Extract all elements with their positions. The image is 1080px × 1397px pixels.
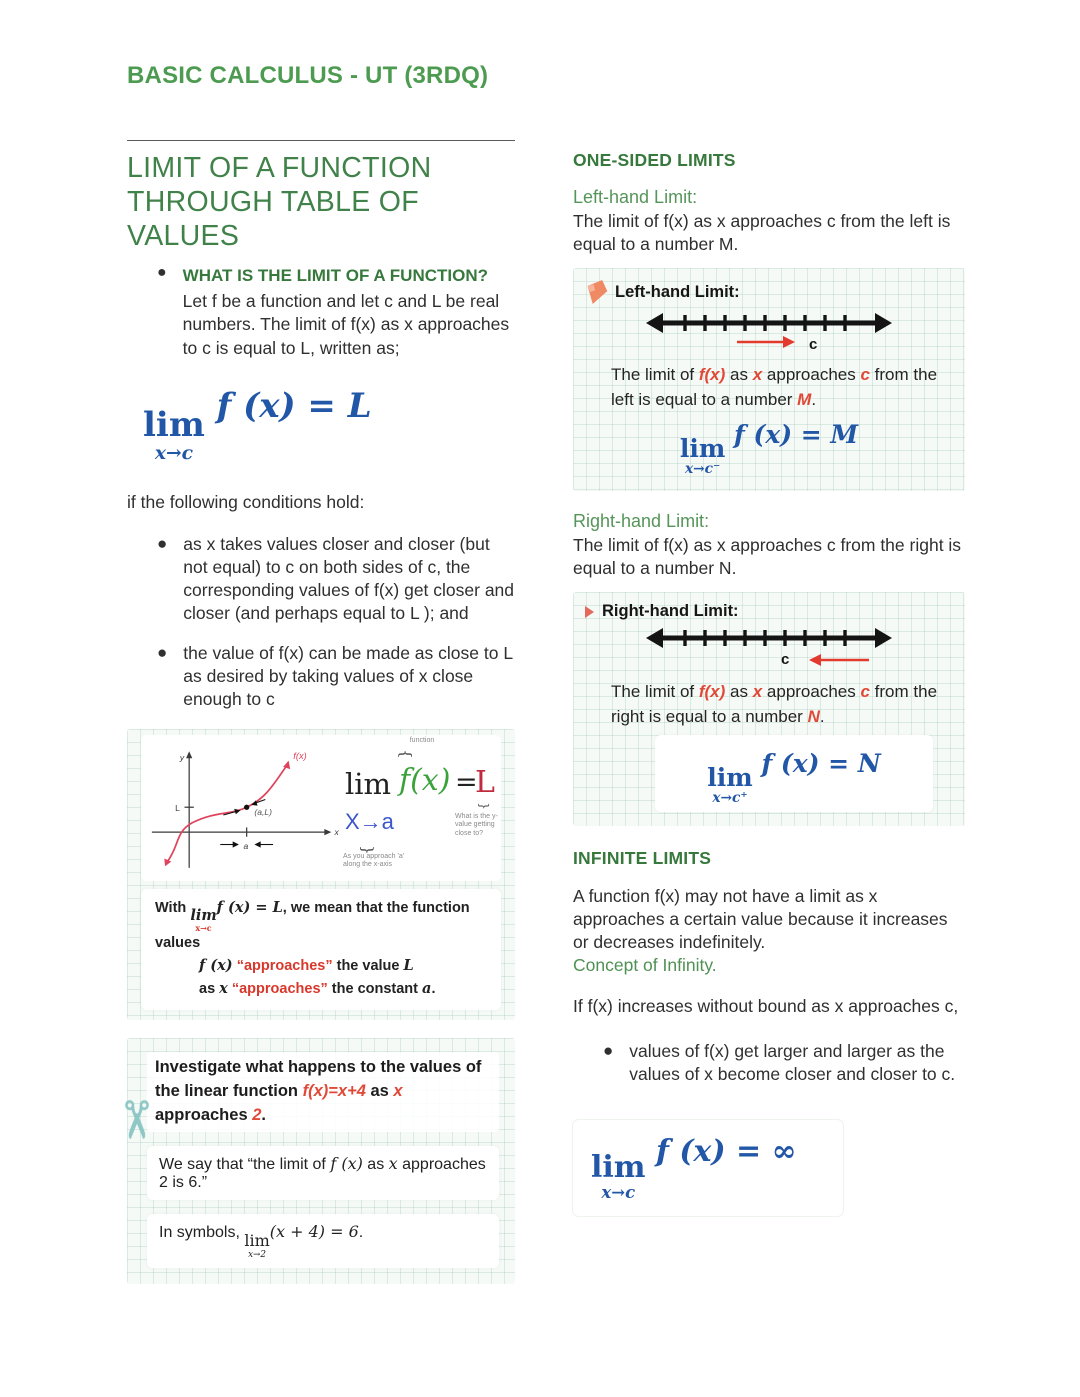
condition-item-2 — [157, 642, 515, 710]
infinite-limit-formula: lim x→c f (x) = ∞ — [591, 1133, 797, 1203]
rhl-formula-panel — [655, 735, 933, 812]
bullet-dot-icon: ● — [603, 1041, 614, 1061]
caption-line-2: f (x) “approaches” the value L — [199, 956, 414, 974]
investigate-symbols: In symbols, lim x→2 (x + 4) = 6. — [147, 1214, 499, 1268]
limit-formula-main: lim x→c f (x) = L — [143, 386, 372, 464]
definition-content — [183, 264, 515, 360]
rhl-number-line — [643, 623, 895, 671]
under-brace-icon: { — [475, 801, 490, 810]
lhl-number-line-wrap — [585, 308, 953, 359]
x-axis-label: x — [334, 826, 339, 837]
approach-from-left-arrow — [783, 336, 795, 348]
one-sided-limits-heading: ONE-SIDED LIMITS — [573, 150, 736, 170]
lhl-number-line — [643, 308, 895, 354]
rhl-box-description: The limit of f(x) as x approaches c from the right is equal to a number N. — [611, 682, 938, 726]
point-aL — [244, 804, 249, 809]
L-tick-label: L — [175, 802, 180, 813]
rhl-box-title: Right-hand Limit: — [602, 602, 739, 621]
graph-panel — [141, 735, 501, 881]
anno-x-approaches-a: X→a — [345, 808, 394, 834]
bookmark-icon — [585, 278, 609, 306]
lhl-box-description: The limit of f(x) as x approaches c from the left is equal to a number M. — [611, 365, 938, 409]
anno-fx: f(x) — [399, 762, 451, 798]
point-label: (a,L) — [254, 806, 272, 817]
lhl-box-header — [585, 278, 953, 306]
infinite-limits-paragraph — [573, 885, 965, 977]
section-heading-limit-table: LIMIT OF A FUNCTION THROUGH TABLE OF VALUES — [127, 152, 432, 253]
anno-approach-note: As you approach 'a' along the x-axis — [343, 852, 405, 869]
limit-notation-annotation — [343, 737, 501, 879]
right-column — [573, 140, 965, 1284]
lhl-c-label: c — [809, 336, 818, 354]
lhl-formula: lim x→c⁻ f (x) = M — [679, 420, 859, 478]
anno-lim: lim — [345, 766, 392, 801]
bullet-dot-icon: ● — [157, 263, 167, 281]
right-hand-limit-label: Right-hand Limit: — [573, 510, 710, 531]
anno-equals: = — [455, 766, 478, 798]
anno-L: L — [475, 764, 495, 800]
infinite-limits-heading: INFINITE LIMITS — [573, 847, 712, 868]
infinite-bullet-text: values of f(x) get larger and larger as the values of x become closer and closer to c. — [629, 1041, 956, 1085]
investigate-title: Investigate what happens to the values of the linear function f(x)=x+4 as x approaches 2. — [147, 1052, 499, 1132]
caption-line-3: as x “approaches” the constant a. — [199, 979, 436, 997]
concept-of-infinity-label: Concept of Infinity. — [573, 955, 717, 976]
infinite-bullet-item — [603, 1040, 965, 1086]
bullet-dot-icon: ● — [157, 643, 168, 663]
function-graph — [141, 737, 343, 879]
left-hand-limit-label: Left-hand Limit: — [573, 187, 698, 207]
infinite-limits-text: A function f(x) may not have a limit as x approaches a certain value because it increases or decreases indefinitely. — [573, 885, 948, 953]
condition-item-1 — [157, 533, 515, 624]
lhl-box-title: Left-hand Limit: — [615, 282, 740, 301]
rhl-formula: lim x→c⁺ f (x) = N — [707, 749, 881, 807]
condition-text-1: as x takes values closer and closer (but not equal) to c on both sides of c, the corresponding values of f(x) get closer and closer (and perhaps equal to L ); and — [183, 534, 515, 623]
right-hand-limit-text: The limit of f(x) as x approaches c from the right is equal to a number N. — [573, 534, 962, 579]
anno-function-label: function — [409, 736, 435, 744]
under-brace-icon: { — [356, 844, 375, 855]
scissors-icon: ✂ — [105, 1098, 164, 1143]
section-divider — [127, 140, 515, 141]
left-hand-limit-text: The limit of f(x) as x approaches c from the left is equal to a number M. — [573, 211, 951, 255]
rhl-c-label: c — [781, 651, 790, 669]
over-brace-icon: { — [396, 748, 415, 759]
approach-from-right-arrow — [809, 654, 821, 666]
caption-line-1: With lim x→c f (x) = L, we mean that the function values — [155, 898, 470, 952]
page-title: BASIC CALCULUS - UT (3RDQ) — [127, 62, 489, 89]
graph-caption — [141, 889, 501, 1011]
condition-text-2: the value of f(x) can be made as close to L as desired by taking values of x close enough to c — [183, 643, 513, 709]
infinite-formula-panel — [573, 1120, 843, 1216]
definition-body: Let f be a function and let c and L be real numbers. The limit of f(x) as x approaches to c is equal to L, written as; — [182, 291, 510, 358]
limit-graph-figure — [127, 729, 515, 1021]
a-tick-label: a — [243, 840, 249, 851]
conditions-intro: if the following conditions hold: — [127, 492, 365, 513]
y-axis-label: y — [179, 752, 185, 763]
anno-yvalue-note: What is the y-value getting close to? — [455, 812, 498, 838]
left-column — [105, 140, 515, 1284]
rhl-box-header — [585, 602, 953, 621]
investigate-figure — [105, 1038, 515, 1283]
definition-title: WHAT IS THE LIMIT OF A FUNCTION? — [182, 265, 488, 285]
right-hand-limit-figure — [573, 592, 965, 826]
left-hand-limit-figure — [573, 268, 965, 491]
definition-item — [157, 264, 515, 360]
bullet-dot-icon: ● — [157, 534, 168, 554]
curve-fx-label: f(x) — [293, 750, 307, 761]
without-bound-text: If f(x) increases without bound as x approaches c, — [573, 996, 959, 1017]
two-column-layout — [105, 140, 965, 1284]
triangle-bullet-icon — [585, 606, 594, 618]
investigate-statement: We say that “the limit of f (x) as x approaches 2 is 6.” — [147, 1146, 499, 1200]
rhl-number-line-wrap — [585, 623, 953, 676]
